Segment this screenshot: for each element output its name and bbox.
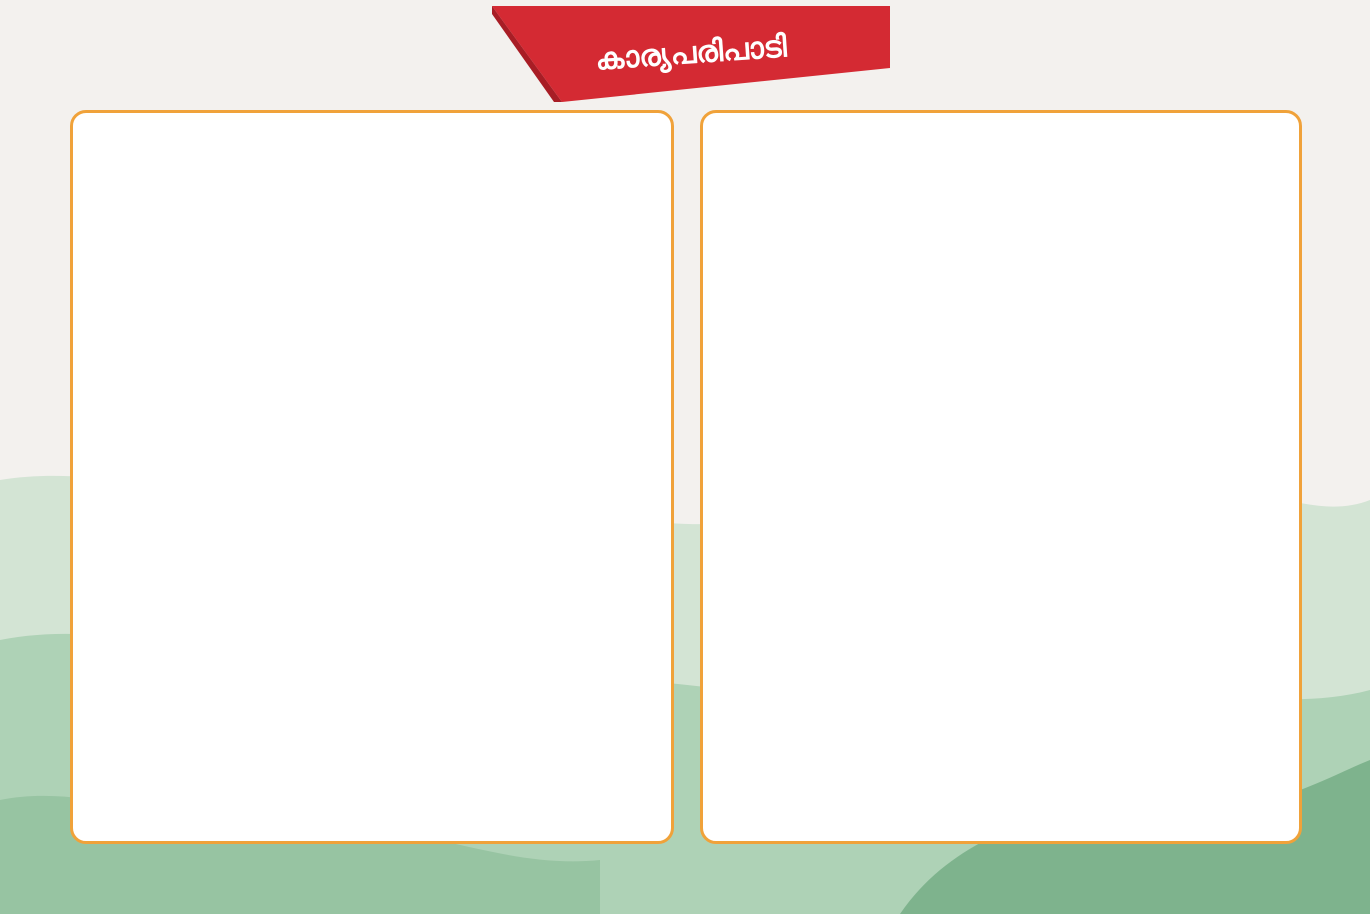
schedule-card-right <box>700 110 1302 844</box>
schedule-card-left <box>70 110 674 844</box>
page-title: കാര്യപരിപാടി <box>594 29 788 78</box>
